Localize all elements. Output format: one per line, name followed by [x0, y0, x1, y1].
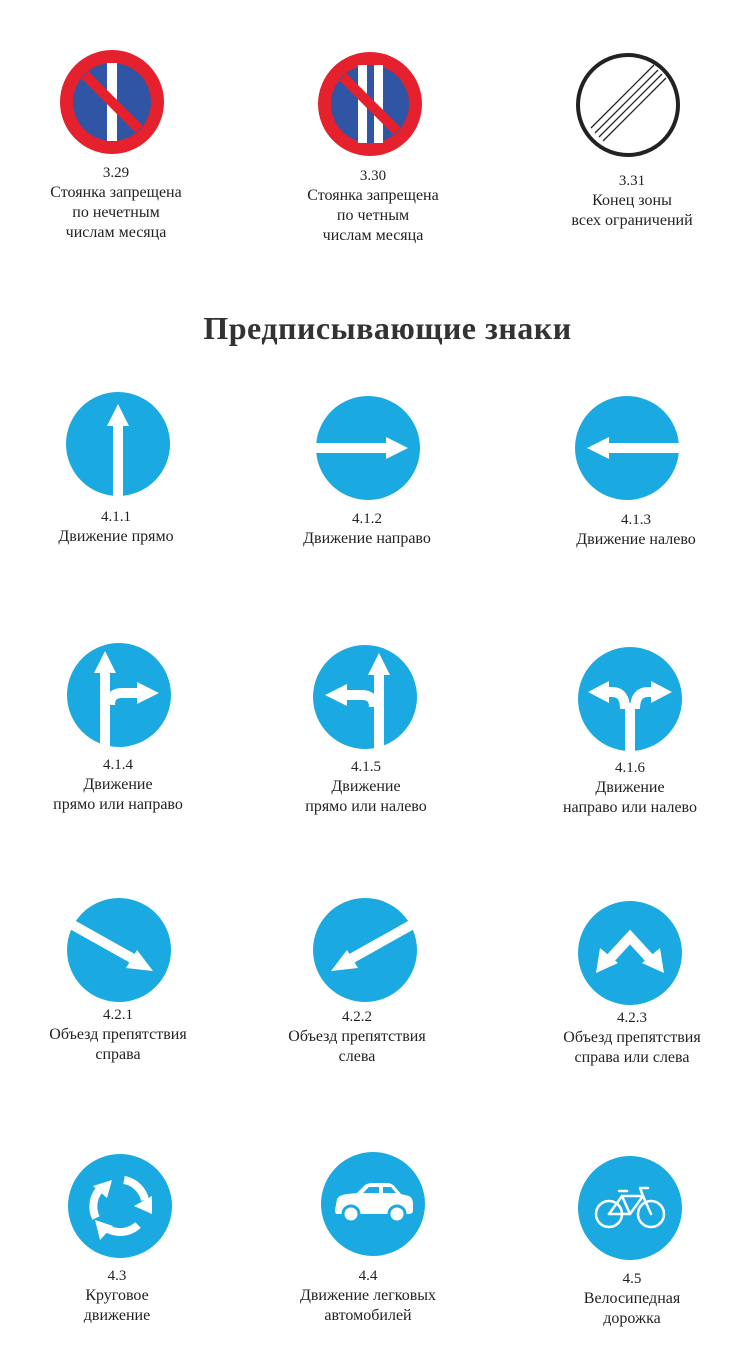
caption-4-1-3 [516, 510, 755, 550]
sign-4-1-5 [313, 645, 417, 749]
caption-4-2-1 [0, 1005, 238, 1065]
sign-description: Стоянка запрещена по четным числам месяца [307, 187, 439, 244]
sign-number: 4.2.2 [342, 1009, 372, 1025]
caption-4-1-6 [510, 758, 750, 818]
sign-number: 4.1.3 [621, 512, 651, 528]
pass-right-arrow-icon [67, 898, 171, 1002]
end-of-all-restrictions-icon [576, 53, 680, 157]
sign-4-2-3 [578, 901, 682, 1005]
sign-description: Движение налево [576, 531, 696, 548]
sign-description: Движение прямо или налево [305, 778, 427, 815]
sign-number: 3.30 [359, 168, 387, 184]
sign-4-2-1 [67, 898, 171, 1002]
sign-number: 4.2.1 [103, 1007, 133, 1023]
caption-4-2-3 [512, 1008, 752, 1068]
bicycle-icon [578, 1156, 682, 1260]
caption-4-1-5 [246, 757, 486, 817]
sign-4-1-2 [316, 396, 420, 500]
sign-4-1-3 [575, 396, 679, 500]
sign-number: 4.2.3 [617, 1010, 647, 1026]
sign-4-2-2 [313, 898, 417, 1002]
sign-number: 4.4 [358, 1268, 378, 1284]
straight-arrow-icon [66, 392, 170, 496]
caption-3-30 [253, 166, 493, 246]
sign-description: Объезд препятствия справа или слева [563, 1029, 701, 1066]
sign-description: Стоянка запрещена по нечетным числам месяца [50, 184, 182, 241]
sign-number: 4.1.4 [103, 757, 133, 773]
roundabout-icon [68, 1154, 172, 1258]
sign-4-3 [68, 1154, 172, 1258]
sign-3-30 [318, 52, 422, 156]
caption-4-4 [248, 1266, 488, 1326]
caption-4-1-4 [0, 755, 238, 815]
sign-4-4 [321, 1152, 425, 1256]
caption-3-29 [0, 163, 236, 243]
sign-description: Движение прямо [58, 528, 174, 545]
sign-number: 4.1.2 [352, 511, 382, 527]
straight-or-right-arrow-icon [67, 643, 171, 747]
caption-4-1-1 [0, 507, 236, 547]
sign-description: Движение легковых автомобилей [299, 1287, 437, 1324]
caption-3-31 [512, 171, 752, 231]
sign-description: Объезд препятствия справа [49, 1026, 187, 1063]
caption-4-2-2 [237, 1007, 477, 1067]
section-heading: Предписывающие знаки [203, 310, 572, 346]
sign-4-1-4 [67, 643, 171, 747]
right-or-left-arrow-icon [578, 647, 682, 751]
sign-number: 4.1.6 [615, 760, 645, 776]
sign-3-31 [576, 53, 680, 157]
sign-3-29 [60, 50, 164, 154]
sign-number: 3.29 [102, 165, 130, 181]
pass-left-arrow-icon [313, 898, 417, 1002]
no-parking-odd-days-icon [60, 50, 164, 154]
sign-description: Объезд препятствия слева [288, 1028, 426, 1065]
sign-4-1-1 [66, 392, 170, 496]
sign-description: Конец зоны всех ограничений [571, 192, 693, 229]
no-parking-even-days-icon [318, 52, 422, 156]
caption-4-5 [512, 1269, 752, 1329]
sign-4-1-6 [578, 647, 682, 751]
right-arrow-icon [316, 396, 420, 500]
pass-either-side-arrow-icon [578, 901, 682, 1005]
sign-description: Движение прямо или направо [53, 776, 183, 813]
sign-number: 4.3 [107, 1268, 127, 1284]
left-arrow-icon [575, 396, 679, 500]
caption-4-3 [0, 1266, 237, 1326]
sign-description: Движение направо [303, 530, 431, 547]
sign-description: Круговое движение [83, 1287, 151, 1324]
caption-4-1-2 [247, 509, 487, 549]
sign-number: 4.1.1 [101, 509, 131, 525]
sign-number: 4.1.5 [351, 759, 381, 775]
sign-number: 4.5 [622, 1271, 642, 1287]
sign-description: Движение направо или налево [562, 779, 697, 816]
sign-4-5 [578, 1156, 682, 1260]
sign-description: Велосипедная дорожка [583, 1290, 681, 1327]
straight-or-left-arrow-icon [313, 645, 417, 749]
car-icon [321, 1152, 425, 1256]
sign-number: 3.31 [618, 173, 646, 189]
